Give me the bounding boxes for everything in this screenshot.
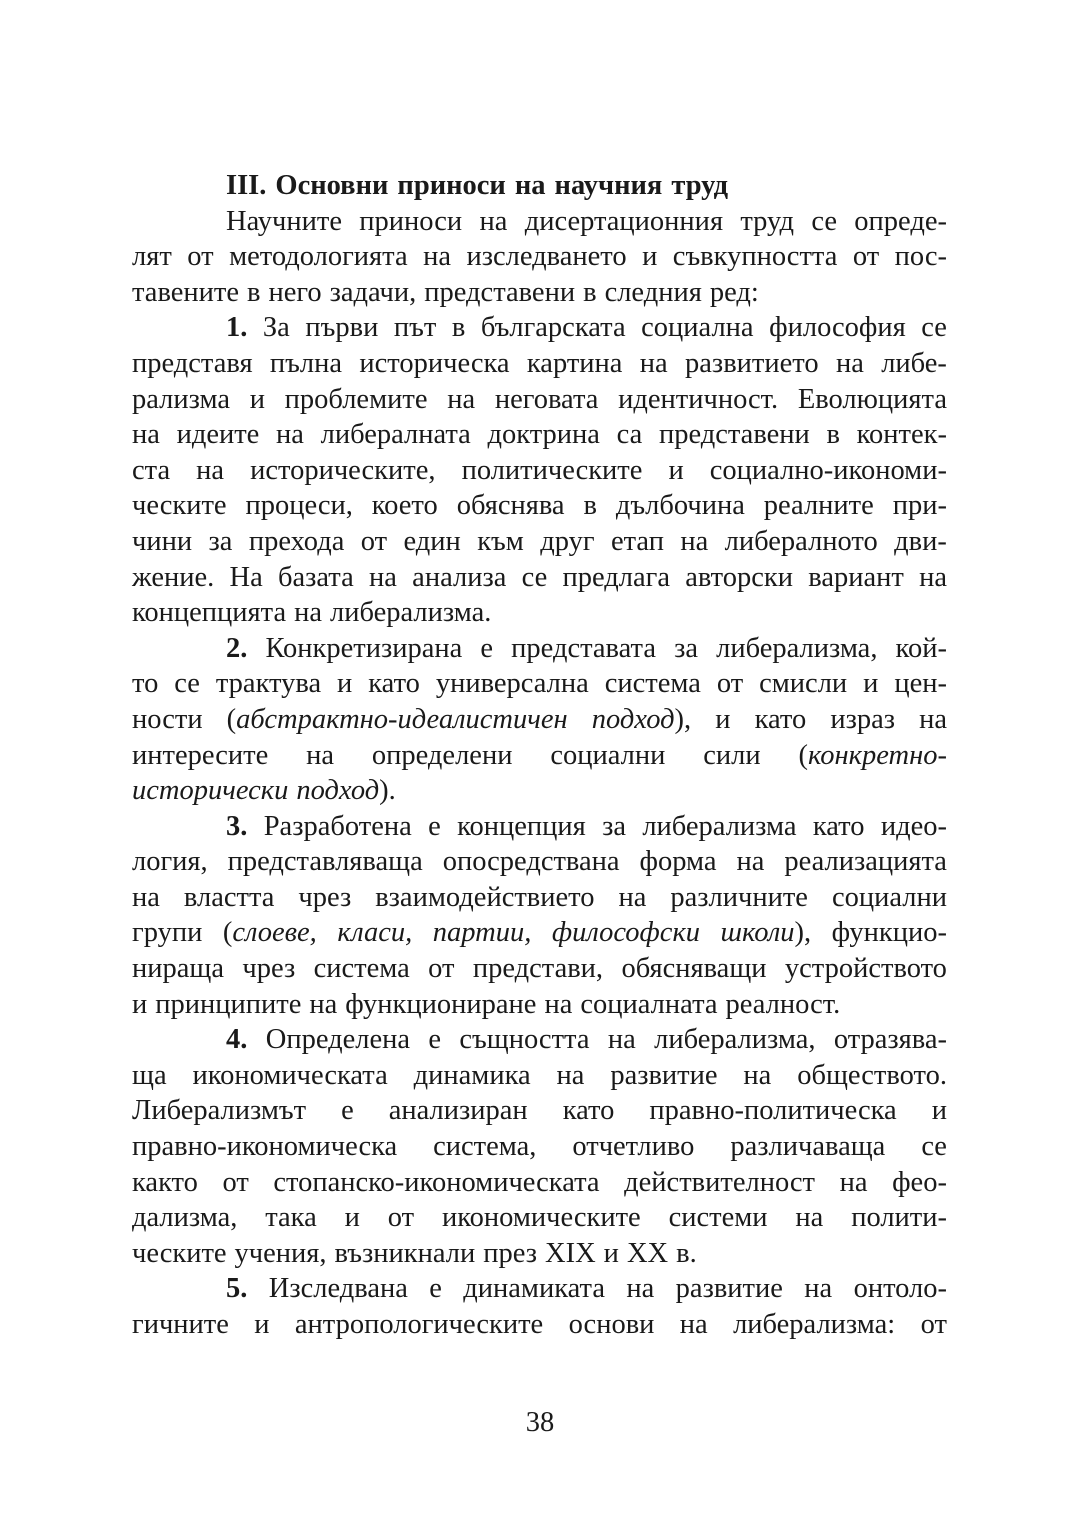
text-line: както от стопанско-икономическата действителност на фео- bbox=[132, 1166, 947, 1198]
document-body bbox=[132, 168, 947, 1343]
text-line: групи (слоеве, класи, партии, философски школи), функцио- bbox=[132, 917, 947, 949]
page-number: 38 bbox=[525, 1407, 555, 1438]
text-line: ста на историческите, политическите и социално-икономи- bbox=[132, 454, 947, 486]
text-line: рализма и проблемите на неговата идентичност. Еволюцията bbox=[132, 383, 947, 415]
text-line: гичните и антропологическите основи на либерализма: от bbox=[132, 1309, 947, 1340]
text-line: интересите на определени социални сили (конкретно- bbox=[132, 739, 947, 771]
text-line: тавените в него задачи, представени в следния ред: bbox=[132, 276, 759, 308]
text-line: чини за прехода от един към друг етап на либералното дви- bbox=[132, 525, 947, 557]
text-line: жение. На базата на анализа се предлага авторски вариант на bbox=[132, 561, 947, 593]
text-line: Научните приноси на дисертационния труд се опреде- bbox=[226, 205, 947, 237]
text-line: Либерализмът е анализиран като правно-политическа и bbox=[132, 1095, 947, 1127]
text-line: 4. Определена е същността на либерализма, отразява- bbox=[226, 1024, 947, 1056]
text-line: лят от методологията на изследването и съвкупността от пос- bbox=[132, 241, 947, 273]
text-line: 2. Конкретизирана е представата за либерализма, кой- bbox=[226, 632, 947, 664]
text-line: представя пълна историческа картина на развитието на либе- bbox=[132, 347, 947, 379]
text-line: правно-икономическа система, отчетливо различаваща се bbox=[132, 1131, 947, 1163]
text-line: нираща чрез система от представи, обясняващи устройството bbox=[132, 953, 947, 985]
text-line: ща икономическата динамика на развитие на обществото. bbox=[132, 1059, 947, 1091]
text-line: 3. Разработена е концепция за либерализма като идео- bbox=[226, 810, 947, 842]
text-line: 5. Изследвана е динамиката на развитие на онтоло- bbox=[226, 1273, 947, 1305]
text-line: 1. За първи път в българската социална философия се bbox=[226, 312, 947, 344]
text-line: дализма, така и от икономическите системи на полити- bbox=[132, 1202, 947, 1234]
text-line: ности (абстрактно-идеалистичен подход), и като израз на bbox=[132, 703, 947, 735]
text-line: на идеите на либералната доктрина са представени в контек- bbox=[132, 419, 947, 451]
text-line: ческите процеси, което обяснява в дълбочина реалните при- bbox=[132, 490, 947, 522]
text-line: концепцията на либерализма. bbox=[132, 597, 492, 629]
text-line: логия, представляваща опосредствана форма на реализацията bbox=[132, 846, 947, 878]
section-heading: III. Основни приноси на научния труд bbox=[226, 170, 729, 201]
text-line: и принципите на функциониране на социалната реалност. bbox=[132, 988, 841, 1020]
text-line: то се трактува и като универсална система от смисли и цен- bbox=[132, 668, 947, 700]
text-line: ческите учения, възникнали през XIX и XX в. bbox=[132, 1237, 697, 1269]
text-line: исторически подход). bbox=[132, 775, 396, 807]
text-line: на властта чрез взаимодействието на различните социални bbox=[132, 881, 947, 913]
